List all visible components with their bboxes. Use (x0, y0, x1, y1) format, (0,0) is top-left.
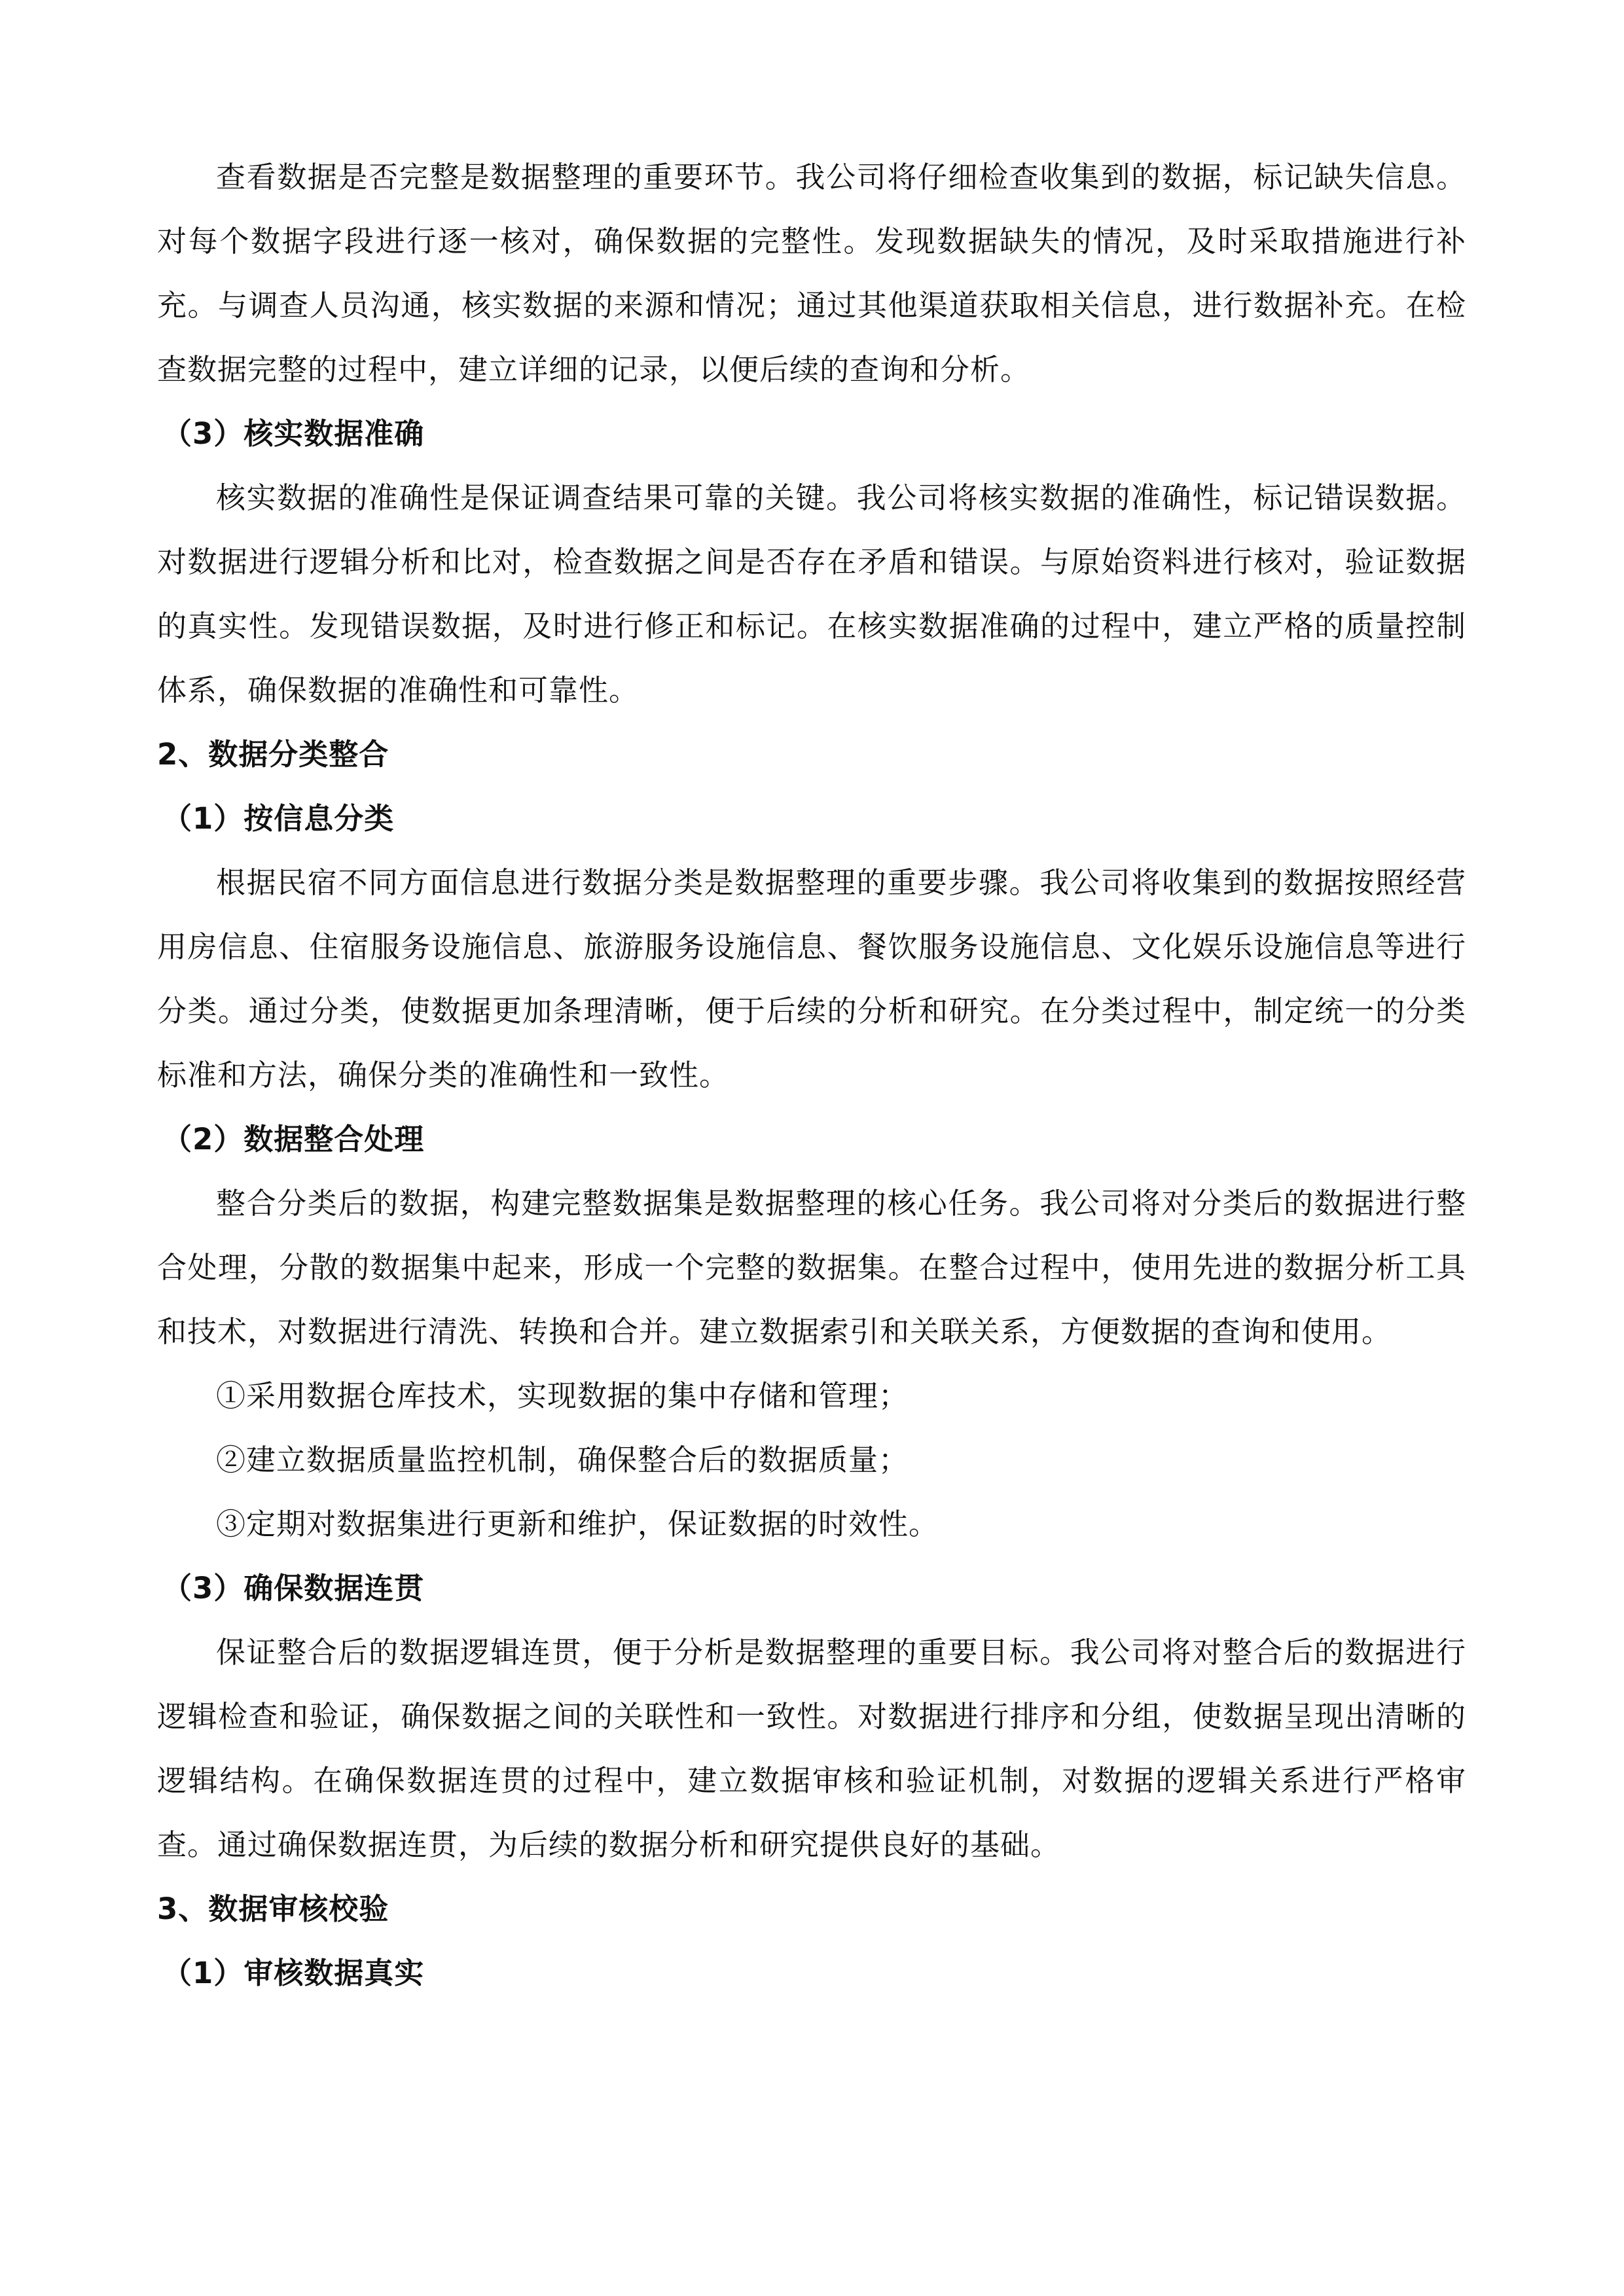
heading-data-classification: 2、数据分类整合 (157, 737, 389, 772)
list-item-quality-monitor: ②建立数据质量监控机制，确保整合后的数据质量； (216, 1443, 909, 1477)
paragraph-data-completeness: 查看数据是否完整是数据整理的重要环节。我公司将仔细检查收集到的数据，标记缺失信息。对每个数据字段进行逐一核对，确保数据的完整性。发现数据缺失的情况，及时采取措施进行补充。与调查人员沟通，核实数据的来源和情况；通过其他渠道获取相关信息，进行数据补充。在检查数据完整的过程中，建立详细的记录，以便后续的查询和分析。 (157, 160, 1466, 387)
subheading-data-integration: （2）数据整合处理 (162, 1122, 425, 1157)
paragraph-data-accuracy: 核实数据的准确性是保证调查结果可靠的关键。我公司将核实数据的准确性，标记错误数据。对数据进行逻辑分析和比对，检查数据之间是否存在矛盾和错误。与原始资料进行核对，验证数据的真实性。发现错误数据，及时进行修正和标记。在核实数据准确的过程中，建立严格的质量控制体系，确保数据的准确性和可靠性。 (157, 480, 1466, 708)
list-item-warehouse: ①采用数据仓库技术，实现数据的集中存储和管理； (216, 1378, 909, 1413)
subheading-audit-authenticity: （1）审核数据真实 (162, 1956, 425, 1990)
heading-data-audit: 3、数据审核校验 (157, 1892, 389, 1926)
paragraph-coherence: 保证整合后的数据逻辑连贯，便于分析是数据整理的重要目标。我公司将对整合后的数据进行逻辑检查和验证，确保数据之间的关联性和一致性。对数据进行排序和分组，使数据呈现出清晰的逻辑结构。在确保数据连贯的过程中，建立数据审核和验证机制，对数据的逻辑关系进行严格审查。通过确保数据连贯，为后续的数据分析和研究提供良好的基础。 (157, 1635, 1466, 1862)
subheading-data-coherence: （3）确保数据连贯 (162, 1571, 425, 1605)
document-body (157, 145, 1466, 2005)
subheading-verify-accuracy: （3）核实数据准确 (162, 416, 425, 451)
paragraph-integration: 整合分类后的数据，构建完整数据集是数据整理的核心任务。我公司将对分类后的数据进行整合处理，分散的数据集中起来，形成一个完整的数据集。在整合过程中，使用先进的数据分析工具和技术，对数据进行清洗、转换和合并。建立数据索引和关联关系，方便数据的查询和使用。 (157, 1186, 1466, 1349)
subheading-classify-by-info: （1）按信息分类 (162, 801, 395, 836)
paragraph-classification: 根据民宿不同方面信息进行数据分类是数据整理的重要步骤。我公司将收集到的数据按照经营用房信息、住宿服务设施信息、旅游服务设施信息、餐饮服务设施信息、文化娱乐设施信息等进行分类。通过分类，使数据更加条理清晰，便于后续的分析和研究。在分类过程中，制定统一的分类标准和方法，确保分类的准确性和一致性。 (157, 865, 1466, 1092)
list-item-maintenance: ③定期对数据集进行更新和维护，保证数据的时效性。 (216, 1507, 939, 1541)
